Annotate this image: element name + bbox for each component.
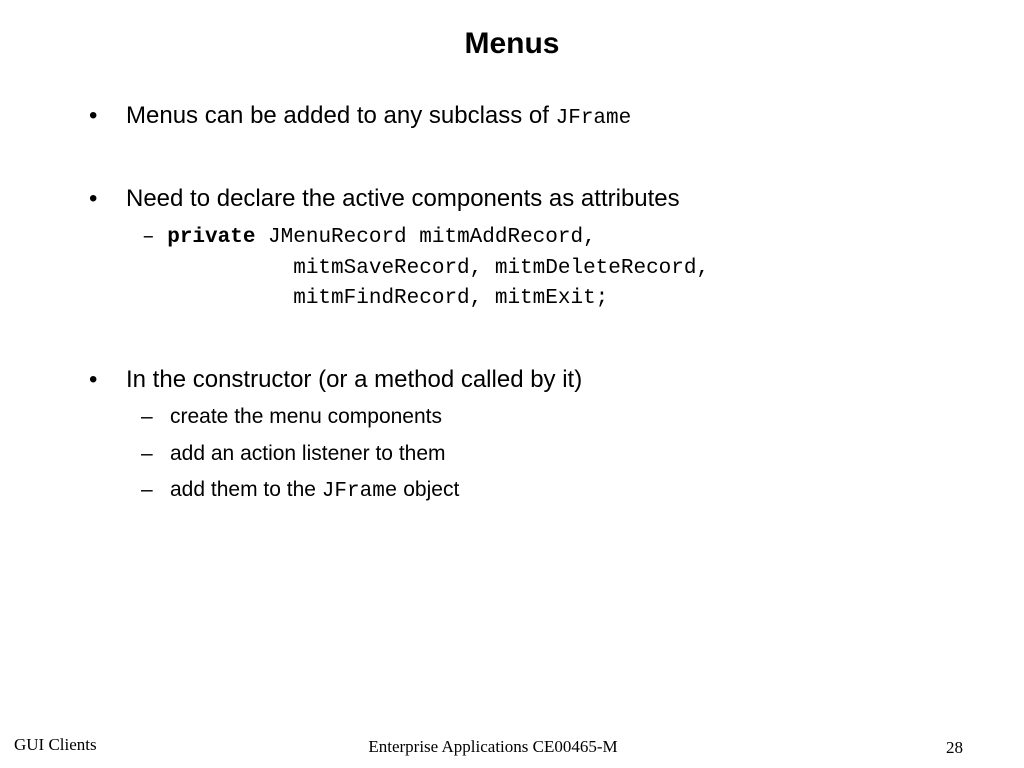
bullet-text: Menus can be added to any subclass of [126,102,556,129]
code-line-3: mitmFindRecord, mitmExit; [142,287,609,310]
sub-item-dash: – [141,405,153,428]
sub-item-suffix: object [397,478,460,501]
bullet-item-3 [89,365,583,395]
bullet-marker: • [89,102,98,129]
bullet-text: Need to declare the active components as attributes [126,185,680,212]
bullet-code: JFrame [555,107,632,130]
bullet-item-1 [89,101,632,134]
sub-item-3 [141,476,460,506]
bullet-text: In the constructor (or a method called by it) [126,366,583,393]
sub-item-dash: – [141,478,153,501]
bullet-marker: • [89,185,98,212]
footer-center: Enterprise Applications CE00465-M [368,737,618,756]
sub-item-code: JFrame [321,480,398,503]
bullet-marker: • [89,366,98,393]
bullet-item-2 [89,184,680,214]
code-keyword: private [167,226,256,249]
code-dash: – [142,226,155,249]
footer-left: GUI Clients [14,735,97,754]
sub-item-text: add an action listener to them [170,442,446,465]
sub-item-text: add them to the [170,478,322,501]
slide-title: Menus [464,27,560,60]
sub-item-text: create the menu components [170,405,442,428]
code-line-2: mitmSaveRecord, mitmDeleteRecord, [142,256,710,280]
code-line-1: JMenuRecord mitmAddRecord, [255,226,596,249]
sub-item-2 [141,440,446,468]
sub-item-1 [141,403,442,431]
sub-item-dash: – [141,442,153,465]
code-declaration [142,223,709,315]
page-number: 28 [946,738,963,757]
